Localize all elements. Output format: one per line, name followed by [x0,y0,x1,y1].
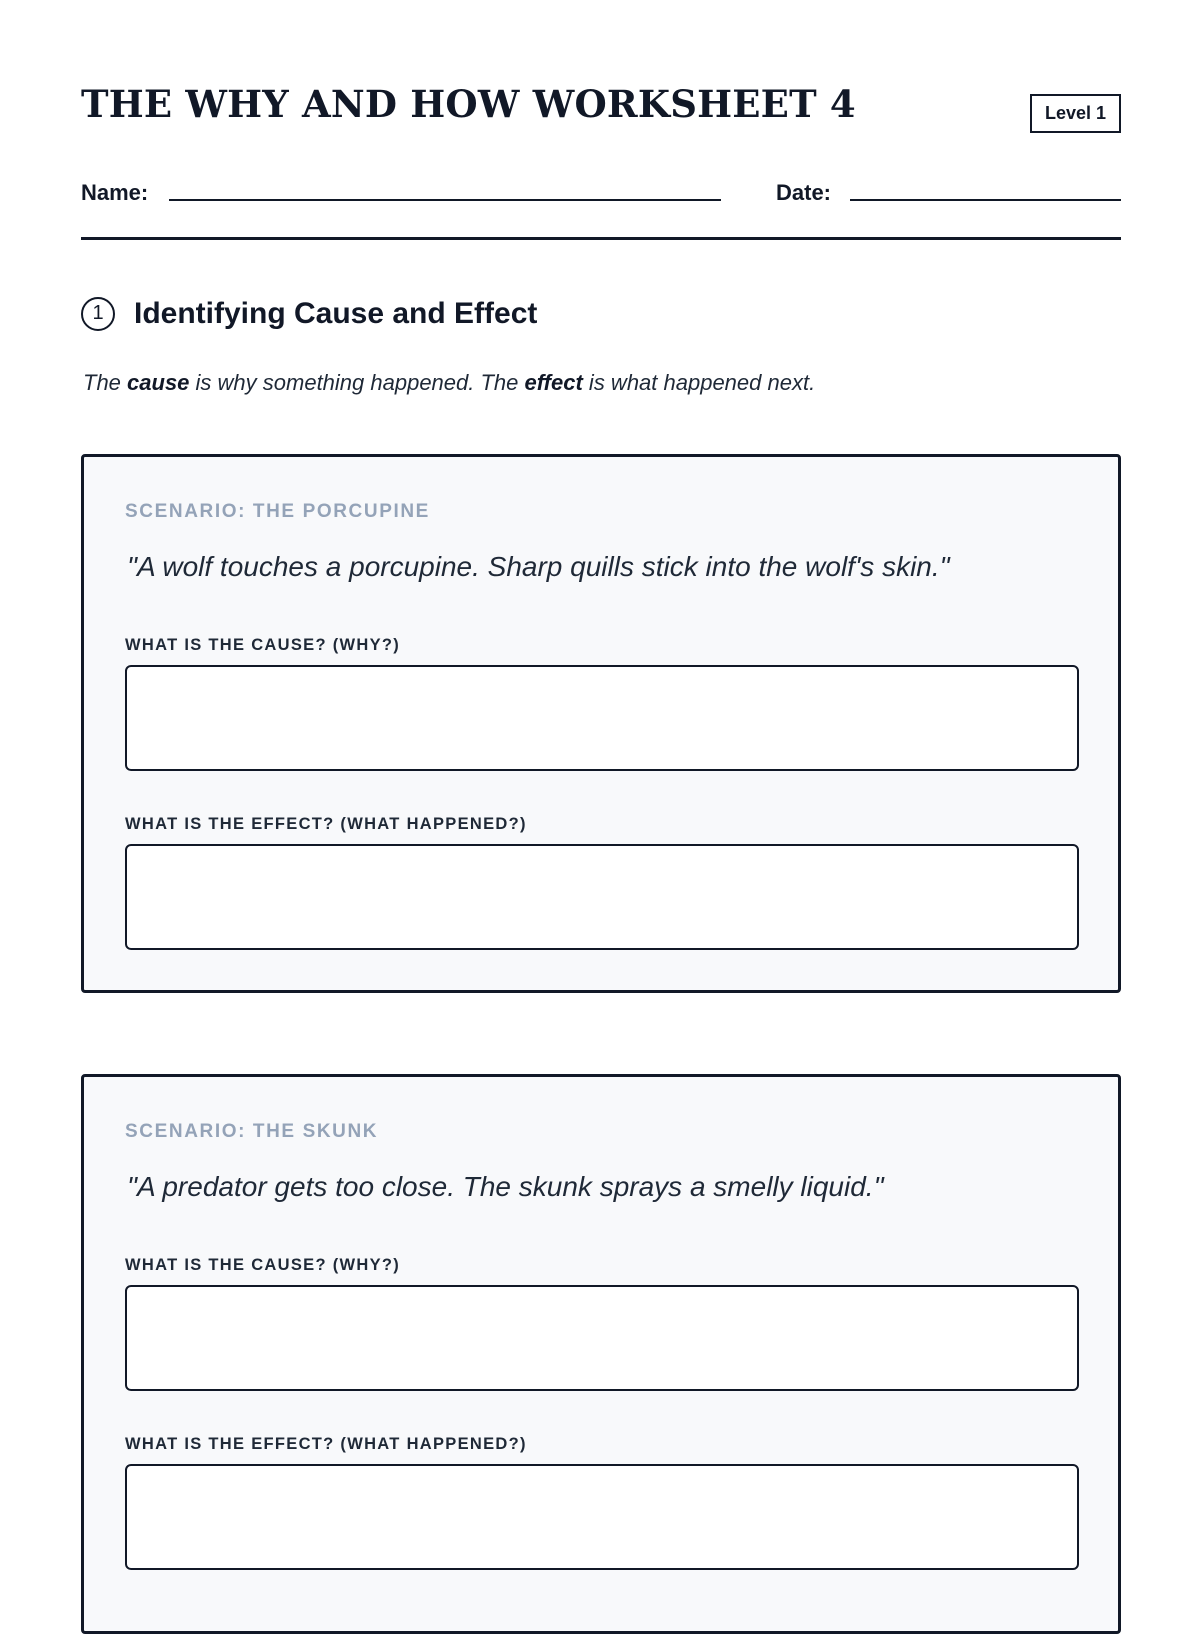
scenario-card-porcupine [81,454,1121,993]
worksheet-title: THE WHY AND HOW WORKSHEET 4 [81,82,856,126]
cause-question-label: WHAT IS THE CAUSE? (WHY?) [125,1256,401,1274]
effect-answer-box[interactable] [125,1464,1079,1570]
section-number-badge: 1 [81,297,115,331]
date-label: Date: [776,180,832,205]
scenario-tag: SCENARIO: THE PORCUPINE [125,501,430,522]
intro-cause-word: cause [127,370,190,395]
effect-answer-box[interactable] [125,844,1079,950]
cause-answer-box[interactable] [125,1285,1079,1391]
scenario-quote: "A predator gets too close. The skunk sprays a smelly liquid." [127,1171,884,1202]
section-intro [83,370,815,396]
scenario-tag: SCENARIO: THE SKUNK [125,1121,379,1142]
scenario-card-skunk [81,1074,1121,1634]
intro-text-1: The [83,370,128,395]
name-label: Name: [81,180,149,205]
scenario-quote: "A wolf touches a porcupine. Sharp quills stick into the wolf's skin." [127,551,950,582]
effect-question-label: WHAT IS THE EFFECT? (WHAT HAPPENED?) [125,815,527,833]
cause-question-label: WHAT IS THE CAUSE? (WHY?) [125,636,401,654]
name-date-row [81,178,1121,214]
worksheet-header [81,82,1121,138]
level-badge: Level 1 [1030,94,1121,133]
section-heading [81,295,1121,337]
cause-answer-box[interactable] [125,665,1079,771]
intro-effect-word: effect [524,370,583,395]
intro-text-3: is what happened next. [582,370,816,395]
intro-text-2: is why something happened. The [189,370,525,395]
effect-question-label: WHAT IS THE EFFECT? (WHAT HAPPENED?) [125,1435,527,1453]
header-divider [81,237,1121,240]
date-line[interactable] [850,199,1121,201]
section-title: Identifying Cause and Effect [134,297,538,330]
name-line[interactable] [169,199,721,201]
